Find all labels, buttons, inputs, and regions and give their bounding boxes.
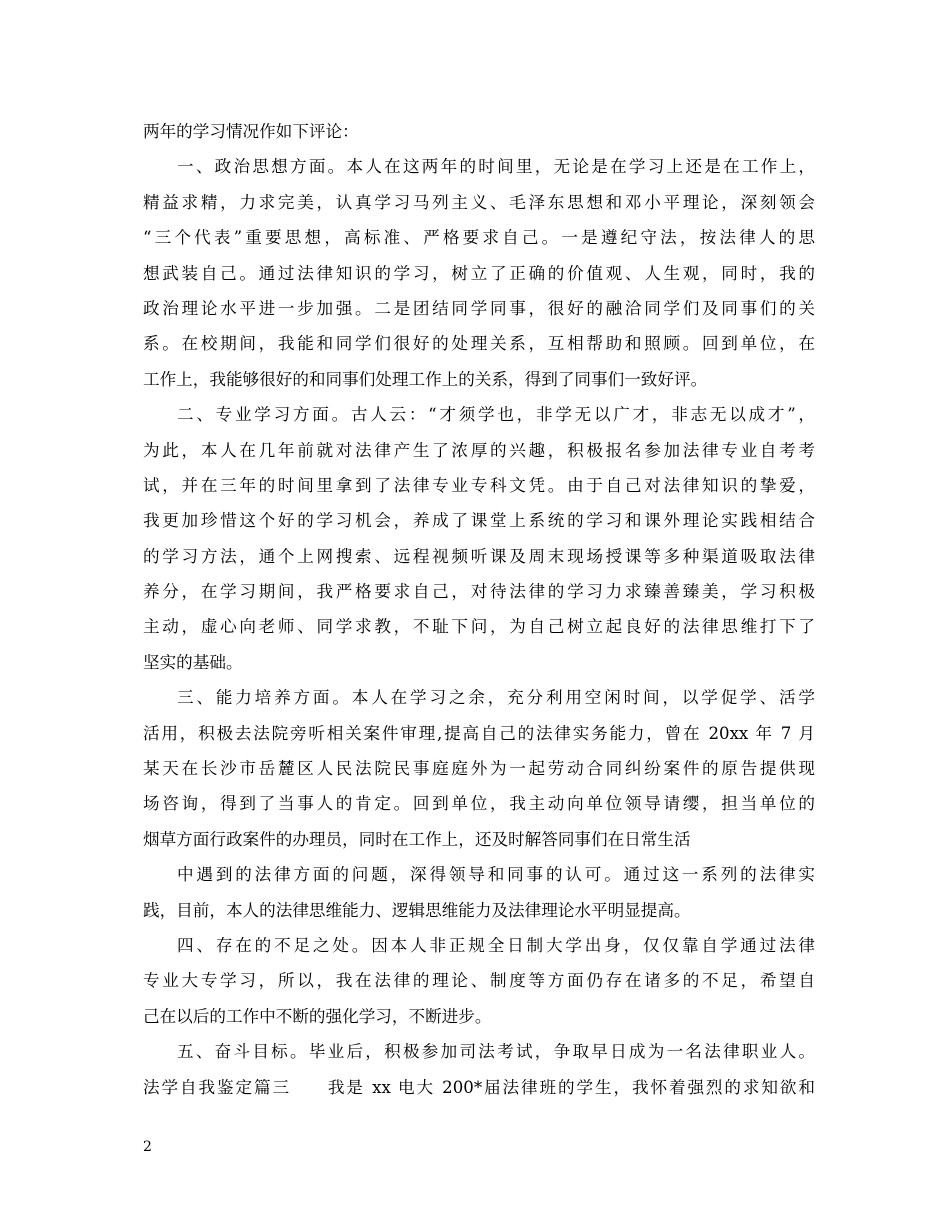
text-line: 为此，本人在几年前就对法律产生了浓厚的兴趣，积极报名参加法律专业自考考 bbox=[143, 440, 815, 460]
text-line: 四、存在的不足之处。因本人非正规全日制大学出身，仅仅靠自学通过法律 bbox=[177, 935, 815, 955]
text-line: 中遇到的法律方面的问题，深得领导和同事的认可。通过这一系列的法律实 bbox=[177, 865, 815, 885]
text-line: 工作上，我能够很好的和同事们处理工作上的关系，得到了同事们一致好评。 bbox=[143, 369, 708, 389]
text-line: “三个代表”重要思想，高标准、严格要求自己。一是遵纪守法，按法律人的思 bbox=[143, 228, 815, 248]
text-line: 精益求精，力求完美，认真学习马列主义、毛泽东思想和邓小平理论，深刻领会 bbox=[143, 192, 815, 212]
text-line: 政治理论水平进一步加强。二是团结同学同事，很好的融洽同学们及同事们的关 bbox=[143, 298, 815, 318]
text-line: 专业大专学习，所以，我在法律的理论、制度等方面仍存在诸多的不足，希望自 bbox=[143, 971, 815, 991]
text-line: 活用，积极去法院旁听相关案件审理,提高自己的法律实务能力，曾在 20xx 年 7 月 bbox=[143, 723, 815, 743]
text-line: 两年的学习情况作如下评论： bbox=[143, 122, 359, 141]
text-line: 系。在校期间，我能和同学们很好的处理关系，互相帮助和照顾。回到单位，在 bbox=[143, 334, 815, 354]
text-line: 我更加珍惜这个好的学习机会，养成了课堂上系统的学习和课外理论实践相结合 bbox=[143, 511, 815, 531]
text-line: 主动，虚心向老师、同学求教，不耻下问，为自己树立起良好的法律思维打下了 bbox=[143, 617, 815, 637]
text-line: 烟草方面行政案件的办理员，同时在工作上，还及时解答同事们在日常生活 bbox=[143, 829, 691, 849]
text-line: 三、能力培养方面。本人在学习之余，充分利用空闲时间，以学促学、活学 bbox=[177, 688, 815, 708]
text-line: 一、政治思想方面。本人在这两年的时间里，无论是在学习上还是在工作上， bbox=[177, 157, 815, 177]
text-line: 二、专业学习方面。古人云：“才须学也，非学无以广才，非志无以成才”， bbox=[177, 405, 815, 425]
text-line: 践，目前，本人的法律思维能力、逻辑思维能力及法律理论水平明显提高。 bbox=[143, 900, 691, 920]
text-line: 法学自我鉴定篇三 我是 xx 电大 200*届法律班的学生，我怀着强烈的求知欲和 bbox=[143, 1077, 815, 1097]
text-line: 的学习方法，通个上网搜索、远程视频听课及周末现场授课等多种渠道吸取法律 bbox=[143, 546, 815, 566]
text-line: 五、奋斗目标。毕业后，积极参加司法考试，争取早日成为一名法律职业人。 bbox=[177, 1042, 815, 1062]
text-line: 想武装自己。通过法律知识的学习，树立了正确的价值观、人生观，同时，我的 bbox=[143, 263, 815, 283]
text-line: 试，并在三年的时间里拿到了法律专业专科文凭。由于自己对法律知识的挚爱， bbox=[143, 475, 815, 495]
text-line: 某天在长沙市岳麓区人民法院民事庭庭外为一起劳动合同纠纷案件的原告提供现 bbox=[143, 759, 815, 779]
text-line: 坚实的基础。 bbox=[143, 652, 243, 672]
document-body bbox=[143, 114, 815, 1105]
text-line: 养分，在学习期间，我严格要求自己，对待法律的学习力求臻善臻美，学习积极 bbox=[143, 582, 815, 602]
text-line: 己在以后的工作中不断的强化学习，不断进步。 bbox=[143, 1006, 492, 1026]
text-line: 场咨询，得到了当事人的肯定。回到单位，我主动向单位领导请缨，担当单位的 bbox=[143, 794, 815, 814]
page-number: 2 bbox=[143, 1139, 152, 1155]
